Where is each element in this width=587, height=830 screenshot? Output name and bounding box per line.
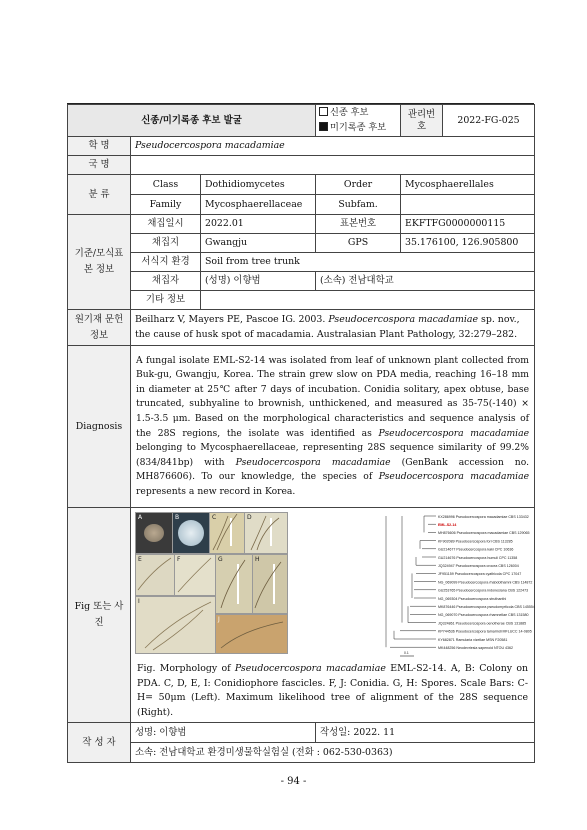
tree-taxon-label: GU214676 Pseudocercospora humuli CPC 11358 (438, 555, 518, 560)
mgmt-number: 2022-FG-025 (443, 105, 535, 137)
hyphae-stroke (221, 560, 283, 648)
family-value: Mycosphaerellaceae (201, 195, 316, 215)
tree-taxon-label: KY682871 Ramularia vizellae MSN F20581 (438, 637, 508, 642)
collector-value: (성명) 이향범 (201, 272, 316, 291)
diagnosis-species: Pseudocercospora macadamiae (378, 427, 530, 439)
diagnosis-part: represents a new record in Korea. (136, 485, 296, 497)
specimen-no-value: EKFTFG0000000115 (401, 215, 535, 234)
diagnosis-species: Pseudocercospora macadamiae (378, 471, 530, 483)
tree-scale-label: 0.1 (404, 651, 409, 655)
specimen-no-label: 표본번호 (316, 215, 401, 234)
figure-panels (133, 510, 535, 660)
family-label: Family (131, 195, 201, 215)
reference-text (131, 310, 535, 346)
tree-taxon-label: GU214677 Pseudocercospora kaki CPC 10636 (438, 547, 514, 552)
subfam-value (401, 195, 535, 215)
panel-letter: D (247, 514, 252, 521)
tree-taxon-label: GU253765 Pseudocercospora indonesiana CBS 122473 (438, 588, 529, 593)
hyphae-stroke (138, 558, 211, 650)
common-name (131, 156, 535, 175)
panel-letter: I (138, 598, 140, 605)
caption-species: Pseudocercospora macadamiae (234, 663, 386, 674)
diagnosis-text (131, 346, 535, 508)
site-label: 채집지 (131, 234, 201, 253)
new-species-label: 신종 후보 (330, 106, 369, 118)
date-label: 채집일시 (131, 215, 201, 234)
diagnosis-label: Diagnosis (68, 346, 131, 508)
panel-letter: H (255, 556, 260, 563)
panel-letter: A (138, 514, 143, 521)
reference-label: 원기재 문헌 정보 (68, 310, 131, 346)
collector-label: 채집자 (131, 272, 201, 291)
site-value: Gwangju (201, 234, 316, 253)
habitat-label: 서식지 환경 (131, 253, 201, 272)
author-date: 작성일: 2022. 11 (316, 723, 535, 743)
panel-letter: G (218, 556, 223, 563)
page-number: - 94 - (280, 776, 307, 787)
new-species-option[interactable] (319, 106, 396, 121)
panel-letter: C (212, 514, 217, 521)
caption-part: EML-S2-14. A, B: Colony on PDA. C, D, E, I: Conidiophore fascicles. F, J: Conidia. G, H: Spores. Scale Bars: C-H= 50μm (Left). Maximum likelihood tree of alignment of the 28S sequence (Right). (137, 663, 529, 718)
species-record-form (67, 104, 534, 763)
subfam-label: Subfam. (316, 195, 401, 215)
order-label: Order (316, 175, 401, 195)
class-value: Dothidiomycetes (201, 175, 316, 195)
tree-taxon-label: JQ324947 Pseudocercospora crocea CBS 126004 (438, 564, 519, 568)
panel-letter: E (138, 556, 142, 563)
reference-species: Pseudocercospora macadamiae (328, 313, 479, 325)
diagnosis-species: Pseudocercospora macadamiae (235, 456, 391, 468)
tree-taxon-label: MH876606 Pseudocercospora macadamiae CBS 129065 (438, 531, 530, 536)
gps-label: GPS (316, 234, 401, 253)
diagnosis-part: (GenBank accession no. MH876606). To our knowledge, the species of (136, 456, 530, 483)
tree-taxon-label: EML-S2-14 (438, 523, 457, 527)
affiliation-value: (소속) 전남대학교 (316, 272, 535, 291)
date-value: 2022.01 (201, 215, 316, 234)
common-name-label: 국 명 (68, 156, 131, 175)
caption-part: Fig. Morphology of (137, 663, 231, 674)
panel-letter: B (175, 514, 180, 521)
checkbox-filled-icon (319, 122, 328, 131)
tree-taxon-label: NG_069304 Pseudocercospora struthanthi (438, 596, 507, 601)
order-value: Mycosphaerellales (401, 175, 535, 195)
reference-rest: sp. nov., the cause of husk spot of macadamia. Australasian Plant Pathology, 32:279–282. (135, 313, 520, 340)
class-label: Class (131, 175, 201, 195)
author-name: 성명: 이향범 (131, 723, 316, 743)
checkbox-empty-icon (319, 107, 328, 116)
tree-taxon-label: MK876446 Pseudocercospora pseudomyrticola CBS 145554 (438, 605, 535, 609)
form-title: 신종/미기록종 후보 발굴 (68, 105, 316, 137)
figure-caption (133, 660, 532, 722)
figure-label: Fig 또는 사진 (68, 508, 131, 723)
tree-taxon-label: KX286996 Pseudocercospora macadamiae CBS 133432 (438, 514, 529, 519)
tree-taxon-label: KP744536 Pseudocercospora tamarindi MFLUCC 14-0805 (438, 629, 532, 634)
tree-taxon-label: JQ324861 Pseudocercospora oenotherae CBS 131885 (438, 621, 527, 626)
phylogenetic-tree (380, 510, 558, 658)
author-affiliation: 소속: 전남대학교 환경미생물학실험실 (전화 : 062-530-0363) (131, 743, 535, 763)
figure-cell (131, 508, 535, 723)
gps-value: 35.176100, 126.905800 (401, 234, 535, 253)
unrecorded-species-option[interactable] (319, 121, 396, 136)
specimen-label: 기준/모식표본 정보 (68, 215, 131, 310)
tree-taxon-label: JF951159 Pseudocercospora cyathicola CPC 17047 (438, 572, 522, 577)
record-table (67, 104, 535, 763)
candidate-type (316, 105, 401, 137)
sci-name: Pseudocercospora macadamiae (131, 137, 535, 156)
classification-label: 분 류 (68, 175, 131, 215)
tree-taxon-label: NG_069070 Pseudocercospora rhamnellae CBS 131580 (438, 613, 529, 618)
hyphae-drawing (133, 510, 288, 655)
tree-taxon-label: MK448256 Neodevriesia sapenoid NTOU 4362 (438, 646, 514, 650)
diagnosis-part: belonging to Mycosphaerellaceae, representing 28S sequence similarity of 99.2% (834/841bp) with (136, 442, 530, 468)
panel-letter: J (218, 616, 220, 623)
unrecorded-species-label: 미기록종 후보 (330, 121, 387, 133)
author-label: 작 성 자 (68, 723, 131, 763)
other-label: 기타 정보 (131, 291, 201, 310)
tree-taxon-label: NG_069099 Pseudocercospora rhabdothamni CBS 114872 (438, 580, 533, 585)
other-value (201, 291, 535, 310)
reference-authors: Beilharz V, Mayers PE, Pascoe IG. 2003. (135, 313, 326, 325)
panel-letter: F (177, 556, 181, 563)
mgmt-label: 관리번호 (401, 105, 443, 137)
tree-taxon-label: KF902089 Pseudocercospora fori CBS 113285 (438, 539, 513, 544)
hyphae-stroke (213, 514, 279, 550)
diagnosis-part: A fungal isolate EML-S2-14 was isolated from leaf of unknown plant collected from Buk-gu, Gwangju, Korea. The strain grew slow on PDA media, reaching 16–18 mm in diameter at 25℃ after 7 days of incubation. Conidia solitary, apex obtuse, base truncated, subhyaline to brownish, unthickened, and measured as 35-75(-140) × 1.5-3.5 μm. Based on the morphological characteristics and sequence analysis of the 28S regions, the isolate was identified as (136, 354, 530, 439)
habitat-value: Soil from tree trunk (201, 253, 535, 272)
sci-name-label: 학 명 (68, 137, 131, 156)
